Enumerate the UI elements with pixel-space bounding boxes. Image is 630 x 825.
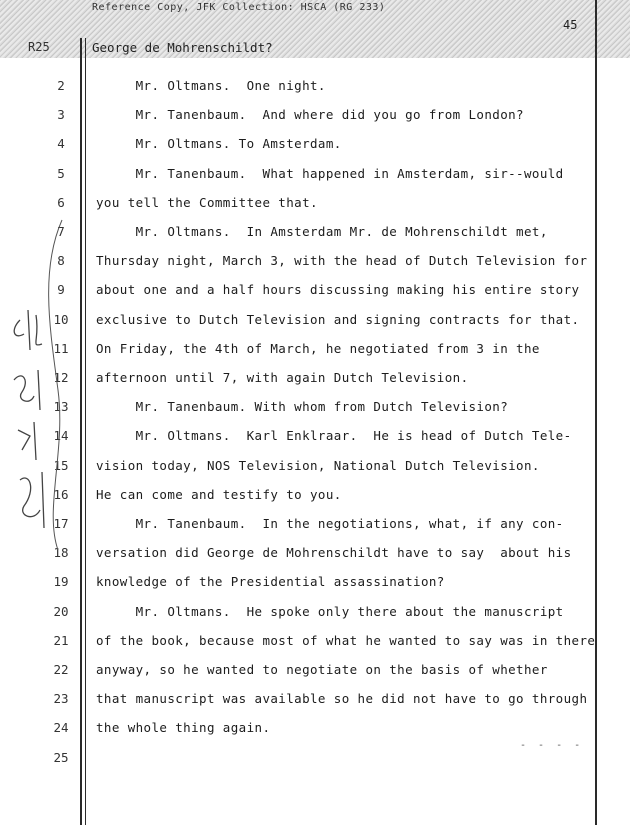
line-number: 19 bbox=[53, 574, 69, 590]
line-number: 21 bbox=[53, 632, 69, 648]
line-number: 24 bbox=[53, 720, 69, 736]
line-number: 25 bbox=[53, 749, 69, 765]
line-number: 17 bbox=[53, 516, 69, 531]
line-number: 15 bbox=[53, 457, 69, 473]
transcript-line: the whole thing again. bbox=[96, 720, 271, 736]
transcript-line: He can come and testify to you. bbox=[96, 486, 342, 502]
transcript-line: Mr. Tanenbaum. And where did you go from London? bbox=[96, 107, 524, 123]
left-margin-rule-inner bbox=[85, 38, 86, 825]
line-number: 14 bbox=[53, 428, 69, 444]
transcript-line: afternoon until 7, with again Dutch Television. bbox=[96, 370, 469, 385]
line-number: 10 bbox=[53, 311, 69, 327]
transcript-line: Mr. Tanenbaum. With whom from Dutch Television? bbox=[96, 399, 509, 415]
lead-line-number: R25 bbox=[28, 40, 50, 54]
line-number: 5 bbox=[57, 165, 65, 181]
left-margin-rule bbox=[80, 38, 82, 825]
line-number: 18 bbox=[53, 545, 69, 561]
line-number: 13 bbox=[53, 399, 69, 415]
handwritten-margin-note-icon bbox=[0, 210, 80, 560]
transcript-line: On Friday, the 4th of March, he negotiated from 3 in the bbox=[96, 340, 540, 356]
transcript-line: Mr. Oltmans. Karl Enklraar. He is head of Dutch Tele- bbox=[96, 428, 572, 444]
page-number: 45 bbox=[563, 18, 578, 32]
footer-dashes: - - - - bbox=[520, 740, 584, 751]
transcript-line: about one and a half hours discussing making his entire story bbox=[96, 282, 580, 298]
transcript-line: anyway, so he wanted to negotiate on the basis of whether bbox=[96, 662, 548, 677]
line-number: 8 bbox=[57, 253, 65, 269]
line-number: 20 bbox=[53, 603, 69, 619]
transcript-line: knowledge of the Presidential assassination? bbox=[96, 574, 445, 590]
line-number: 3 bbox=[57, 107, 65, 123]
line-number: 16 bbox=[53, 486, 69, 502]
line-number: 9 bbox=[57, 282, 65, 298]
line-number: 22 bbox=[53, 662, 69, 677]
line-number: 11 bbox=[53, 340, 69, 356]
line-number: 7 bbox=[57, 224, 65, 239]
transcript-line: that manuscript was available so he did not have to go through bbox=[96, 691, 588, 707]
lead-line-text: George de Mohrenschildt? bbox=[92, 40, 273, 55]
transcript-line: Mr. Oltmans. To Amsterdam. bbox=[96, 136, 342, 152]
reference-copy-line: Reference Copy, JFK Collection: HSCA (RG 233) bbox=[92, 2, 386, 13]
transcript-line: exclusive to Dutch Television and signing contracts for that. bbox=[96, 311, 580, 327]
transcript-line: Mr. Tanenbaum. What happened in Amsterdam, sir--would bbox=[96, 165, 564, 181]
transcript-line: Mr. Oltmans. One night. bbox=[96, 78, 326, 93]
line-number: 2 bbox=[57, 78, 65, 93]
line-number: 12 bbox=[53, 370, 69, 385]
transcript-line: Mr. Tanenbaum. In the negotiations, what, if any con- bbox=[96, 516, 564, 531]
transcript-line: of the book, because most of what he wanted to say was in there bbox=[96, 632, 596, 648]
right-margin-rule bbox=[595, 0, 597, 825]
transcript-line: you tell the Committee that. bbox=[96, 194, 318, 210]
line-number: 6 bbox=[57, 194, 65, 210]
transcript-line: vision today, NOS Television, National Dutch Television. bbox=[96, 457, 540, 473]
transcript-line: Mr. Oltmans. He spoke only there about the manuscript bbox=[96, 603, 564, 619]
line-number: 23 bbox=[53, 691, 69, 707]
transcript-line: Mr. Oltmans. In Amsterdam Mr. de Mohrenschildt met, bbox=[96, 224, 548, 239]
transcript-line: Thursday night, March 3, with the head of Dutch Television for bbox=[96, 253, 588, 269]
transcript-line: versation did George de Mohrenschildt have to say about his bbox=[96, 545, 572, 561]
line-number: 4 bbox=[57, 136, 65, 152]
